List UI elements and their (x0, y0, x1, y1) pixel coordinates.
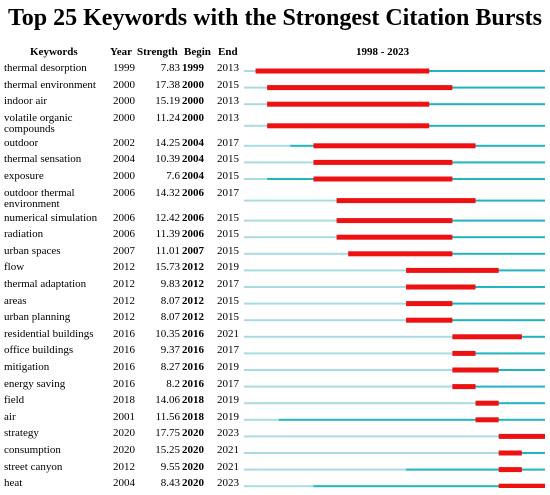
inactive-span (244, 87, 267, 89)
end-value: 2019 (217, 410, 239, 423)
keyword-label: mitigation (4, 361, 50, 373)
keyword-label: thermal adaptation (4, 278, 87, 290)
begin-value: 2012 (182, 294, 204, 307)
burst-bar (267, 102, 429, 107)
end-value: 2023 (217, 427, 239, 440)
keyword-label: residential buildings (4, 327, 94, 340)
begin-value: 2006 (182, 211, 204, 224)
keyword-label: outdoor thermal environment (4, 186, 75, 210)
keyword-label: air (4, 410, 16, 423)
burst-bar (406, 318, 452, 323)
strength-value: 11.56 (155, 410, 180, 423)
keyword-label: energy saving (4, 377, 66, 390)
begin-value: 2000 (182, 95, 204, 108)
keyword-label: thermal desorption (4, 62, 87, 74)
begin-value: 2012 (182, 278, 204, 290)
begin-value: 2004 (182, 153, 204, 166)
year-value: 2004 (113, 477, 135, 490)
year-value: 2001 (113, 410, 135, 423)
begin-value: 2016 (182, 377, 204, 390)
header-year: Year (110, 46, 132, 58)
begin-value: 2020 (182, 427, 204, 440)
year-value: 1999 (113, 62, 135, 74)
header-keywords: Keywords (30, 46, 78, 58)
inactive-span (244, 485, 313, 487)
strength-value: 8.43 (160, 477, 180, 490)
burst-bar (452, 384, 475, 389)
inactive-span (244, 200, 337, 202)
begin-value: 2020 (182, 444, 204, 456)
strength-value: 7.6 (166, 170, 180, 182)
end-value: 2019 (217, 394, 239, 407)
end-value: 2017 (217, 377, 239, 390)
end-value: 2017 (217, 186, 239, 199)
strength-value: 14.06 (155, 394, 180, 407)
inactive-span (244, 419, 279, 421)
burst-bar (406, 285, 475, 290)
header-begin: Begin (184, 46, 211, 58)
begin-value: 2018 (182, 410, 204, 423)
begin-value: 1999 (182, 62, 204, 74)
inactive-span (244, 178, 267, 180)
burst-bar (452, 334, 521, 339)
end-value: 2021 (217, 460, 239, 473)
strength-value: 8.2 (166, 377, 180, 390)
year-value: 2018 (113, 394, 135, 407)
strength-value: 10.35 (155, 327, 180, 340)
year-value: 2002 (113, 136, 135, 149)
begin-value: 2012 (182, 311, 204, 324)
strength-value: 15.25 (155, 444, 180, 456)
keyword-label: thermal environment (4, 78, 96, 91)
end-value: 2015 (217, 244, 239, 257)
keyword-label: consumption (4, 444, 61, 456)
begin-value: 2000 (182, 78, 204, 91)
header-end: End (218, 46, 238, 58)
inactive-span (244, 253, 348, 255)
inactive-span (244, 452, 499, 454)
inactive-span (244, 220, 337, 222)
burst-bar (348, 251, 452, 256)
begin-value: 2006 (182, 186, 204, 199)
keyword-label: volatile organic compounds (4, 111, 73, 135)
strength-value: 7.83 (160, 62, 180, 74)
year-value: 2012 (113, 294, 135, 307)
burst-bar (476, 417, 499, 422)
inactive-span (244, 161, 313, 163)
strength-value: 11.01 (155, 244, 180, 257)
end-value: 2023 (217, 477, 239, 490)
begin-value: 2018 (182, 394, 204, 407)
strength-value: 14.32 (155, 186, 180, 199)
strength-value: 15.73 (155, 261, 180, 274)
keyword-label: indoor air (4, 95, 48, 108)
keyword-label: strategy (4, 427, 39, 440)
end-value: 2015 (217, 311, 239, 324)
year-value: 2012 (113, 261, 135, 274)
burst-bar (267, 85, 452, 90)
strength-value: 10.39 (155, 153, 180, 166)
end-value: 2021 (217, 327, 239, 340)
end-value: 2017 (217, 344, 239, 357)
keyword-label: flow (4, 261, 25, 274)
inactive-span (244, 402, 476, 404)
burst-bar (406, 268, 499, 273)
strength-value: 17.38 (155, 78, 180, 91)
begin-value: 2016 (182, 327, 204, 340)
header-year-range: 1998 - 2023 (356, 46, 410, 58)
year-value: 2016 (113, 327, 135, 340)
inactive-span (244, 125, 267, 127)
inactive-span (244, 103, 267, 105)
end-value: 2015 (217, 211, 239, 224)
year-value: 2006 (113, 186, 135, 199)
end-value: 2013 (217, 111, 239, 124)
inactive-span (244, 286, 406, 288)
active-span (406, 469, 545, 471)
begin-value: 2020 (182, 477, 204, 490)
year-value: 2012 (113, 311, 135, 324)
strength-value: 17.75 (155, 427, 180, 440)
strength-value: 14.25 (155, 136, 180, 149)
burst-bar (337, 198, 476, 203)
keyword-label: areas (4, 294, 27, 307)
burst-bar (499, 434, 545, 439)
begin-value: 2012 (182, 261, 204, 274)
end-value: 2017 (217, 278, 239, 290)
burst-bar (267, 123, 429, 128)
burst-bar (452, 368, 498, 373)
year-value: 2020 (113, 444, 135, 456)
keyword-label: numerical simulation (4, 211, 98, 224)
year-value: 2012 (113, 460, 135, 473)
year-value: 2000 (113, 111, 135, 124)
inactive-span (244, 319, 406, 321)
strength-value: 15.19 (155, 95, 180, 108)
year-value: 2000 (113, 78, 135, 91)
end-value: 2017 (217, 136, 239, 149)
year-value: 2004 (113, 153, 135, 166)
inactive-span (244, 469, 406, 471)
inactive-span (244, 303, 406, 305)
end-value: 2015 (217, 228, 239, 241)
begin-value: 2007 (182, 244, 204, 257)
begin-value: 2004 (182, 136, 204, 149)
chart-title: Top 25 Keywords with the Strongest Citation Bursts (7, 5, 543, 31)
strength-value: 9.55 (160, 460, 180, 473)
keyword-label: urban spaces (4, 244, 61, 257)
keyword-label: office buildings (4, 344, 74, 357)
strength-value: 8.07 (160, 294, 180, 307)
keyword-label: urban planning (4, 311, 71, 324)
strength-value: 11.39 (155, 228, 180, 241)
inactive-span (244, 145, 290, 147)
end-value: 2013 (217, 62, 239, 74)
end-value: 2015 (217, 170, 239, 182)
inactive-span (244, 435, 499, 437)
end-value: 2019 (217, 261, 239, 274)
keyword-label: exposure (4, 170, 44, 182)
begin-value: 2016 (182, 344, 204, 357)
keyword-label: thermal sensation (4, 153, 82, 166)
year-value: 2007 (113, 244, 135, 257)
burst-bar (256, 69, 430, 74)
strength-value: 8.07 (160, 311, 180, 324)
burst-bar (499, 467, 522, 472)
year-value: 2000 (113, 95, 135, 108)
active-span (279, 419, 545, 421)
burst-bar (452, 351, 475, 356)
inactive-span (244, 386, 452, 388)
keyword-label: radiation (4, 228, 44, 241)
strength-value: 8.27 (160, 361, 180, 373)
inactive-span (244, 70, 256, 72)
strength-value: 11.24 (155, 111, 180, 124)
begin-value: 2000 (182, 111, 204, 124)
burst-bar (313, 143, 475, 148)
end-value: 2015 (217, 153, 239, 166)
burst-bar (313, 177, 452, 182)
burst-bar (337, 235, 453, 240)
year-value: 2016 (113, 377, 135, 390)
year-value: 2012 (113, 278, 135, 290)
strength-value: 9.83 (160, 278, 180, 290)
header-strength: Strength (137, 46, 178, 58)
burst-bar (499, 451, 522, 456)
begin-value: 2004 (182, 170, 204, 182)
end-value: 2015 (217, 78, 239, 91)
year-value: 2006 (113, 228, 135, 241)
burst-bar (499, 484, 545, 488)
burst-bar (476, 401, 499, 406)
end-value: 2021 (217, 444, 239, 456)
year-value: 2016 (113, 361, 135, 373)
keyword-label: outdoor (4, 136, 39, 149)
inactive-span (244, 369, 452, 371)
strength-value: 9.37 (160, 344, 180, 357)
year-value: 2020 (113, 427, 135, 440)
year-value: 2016 (113, 344, 135, 357)
begin-value: 2020 (182, 460, 204, 473)
burst-bar (406, 301, 452, 306)
strength-value: 12.42 (155, 211, 180, 224)
burst-bar (337, 218, 453, 223)
inactive-span (244, 236, 337, 238)
keyword-label: field (4, 394, 25, 407)
begin-value: 2016 (182, 361, 204, 373)
inactive-span (244, 269, 406, 271)
year-value: 2000 (113, 170, 135, 182)
year-value: 2006 (113, 211, 135, 224)
end-value: 2015 (217, 294, 239, 307)
inactive-span (244, 336, 452, 338)
burst-bar (313, 160, 452, 165)
keyword-label: street canyon (4, 460, 63, 473)
keyword-label: heat (4, 477, 23, 490)
inactive-span (244, 352, 452, 354)
end-value: 2019 (217, 361, 239, 373)
begin-value: 2006 (182, 228, 204, 241)
end-value: 2013 (217, 95, 239, 108)
